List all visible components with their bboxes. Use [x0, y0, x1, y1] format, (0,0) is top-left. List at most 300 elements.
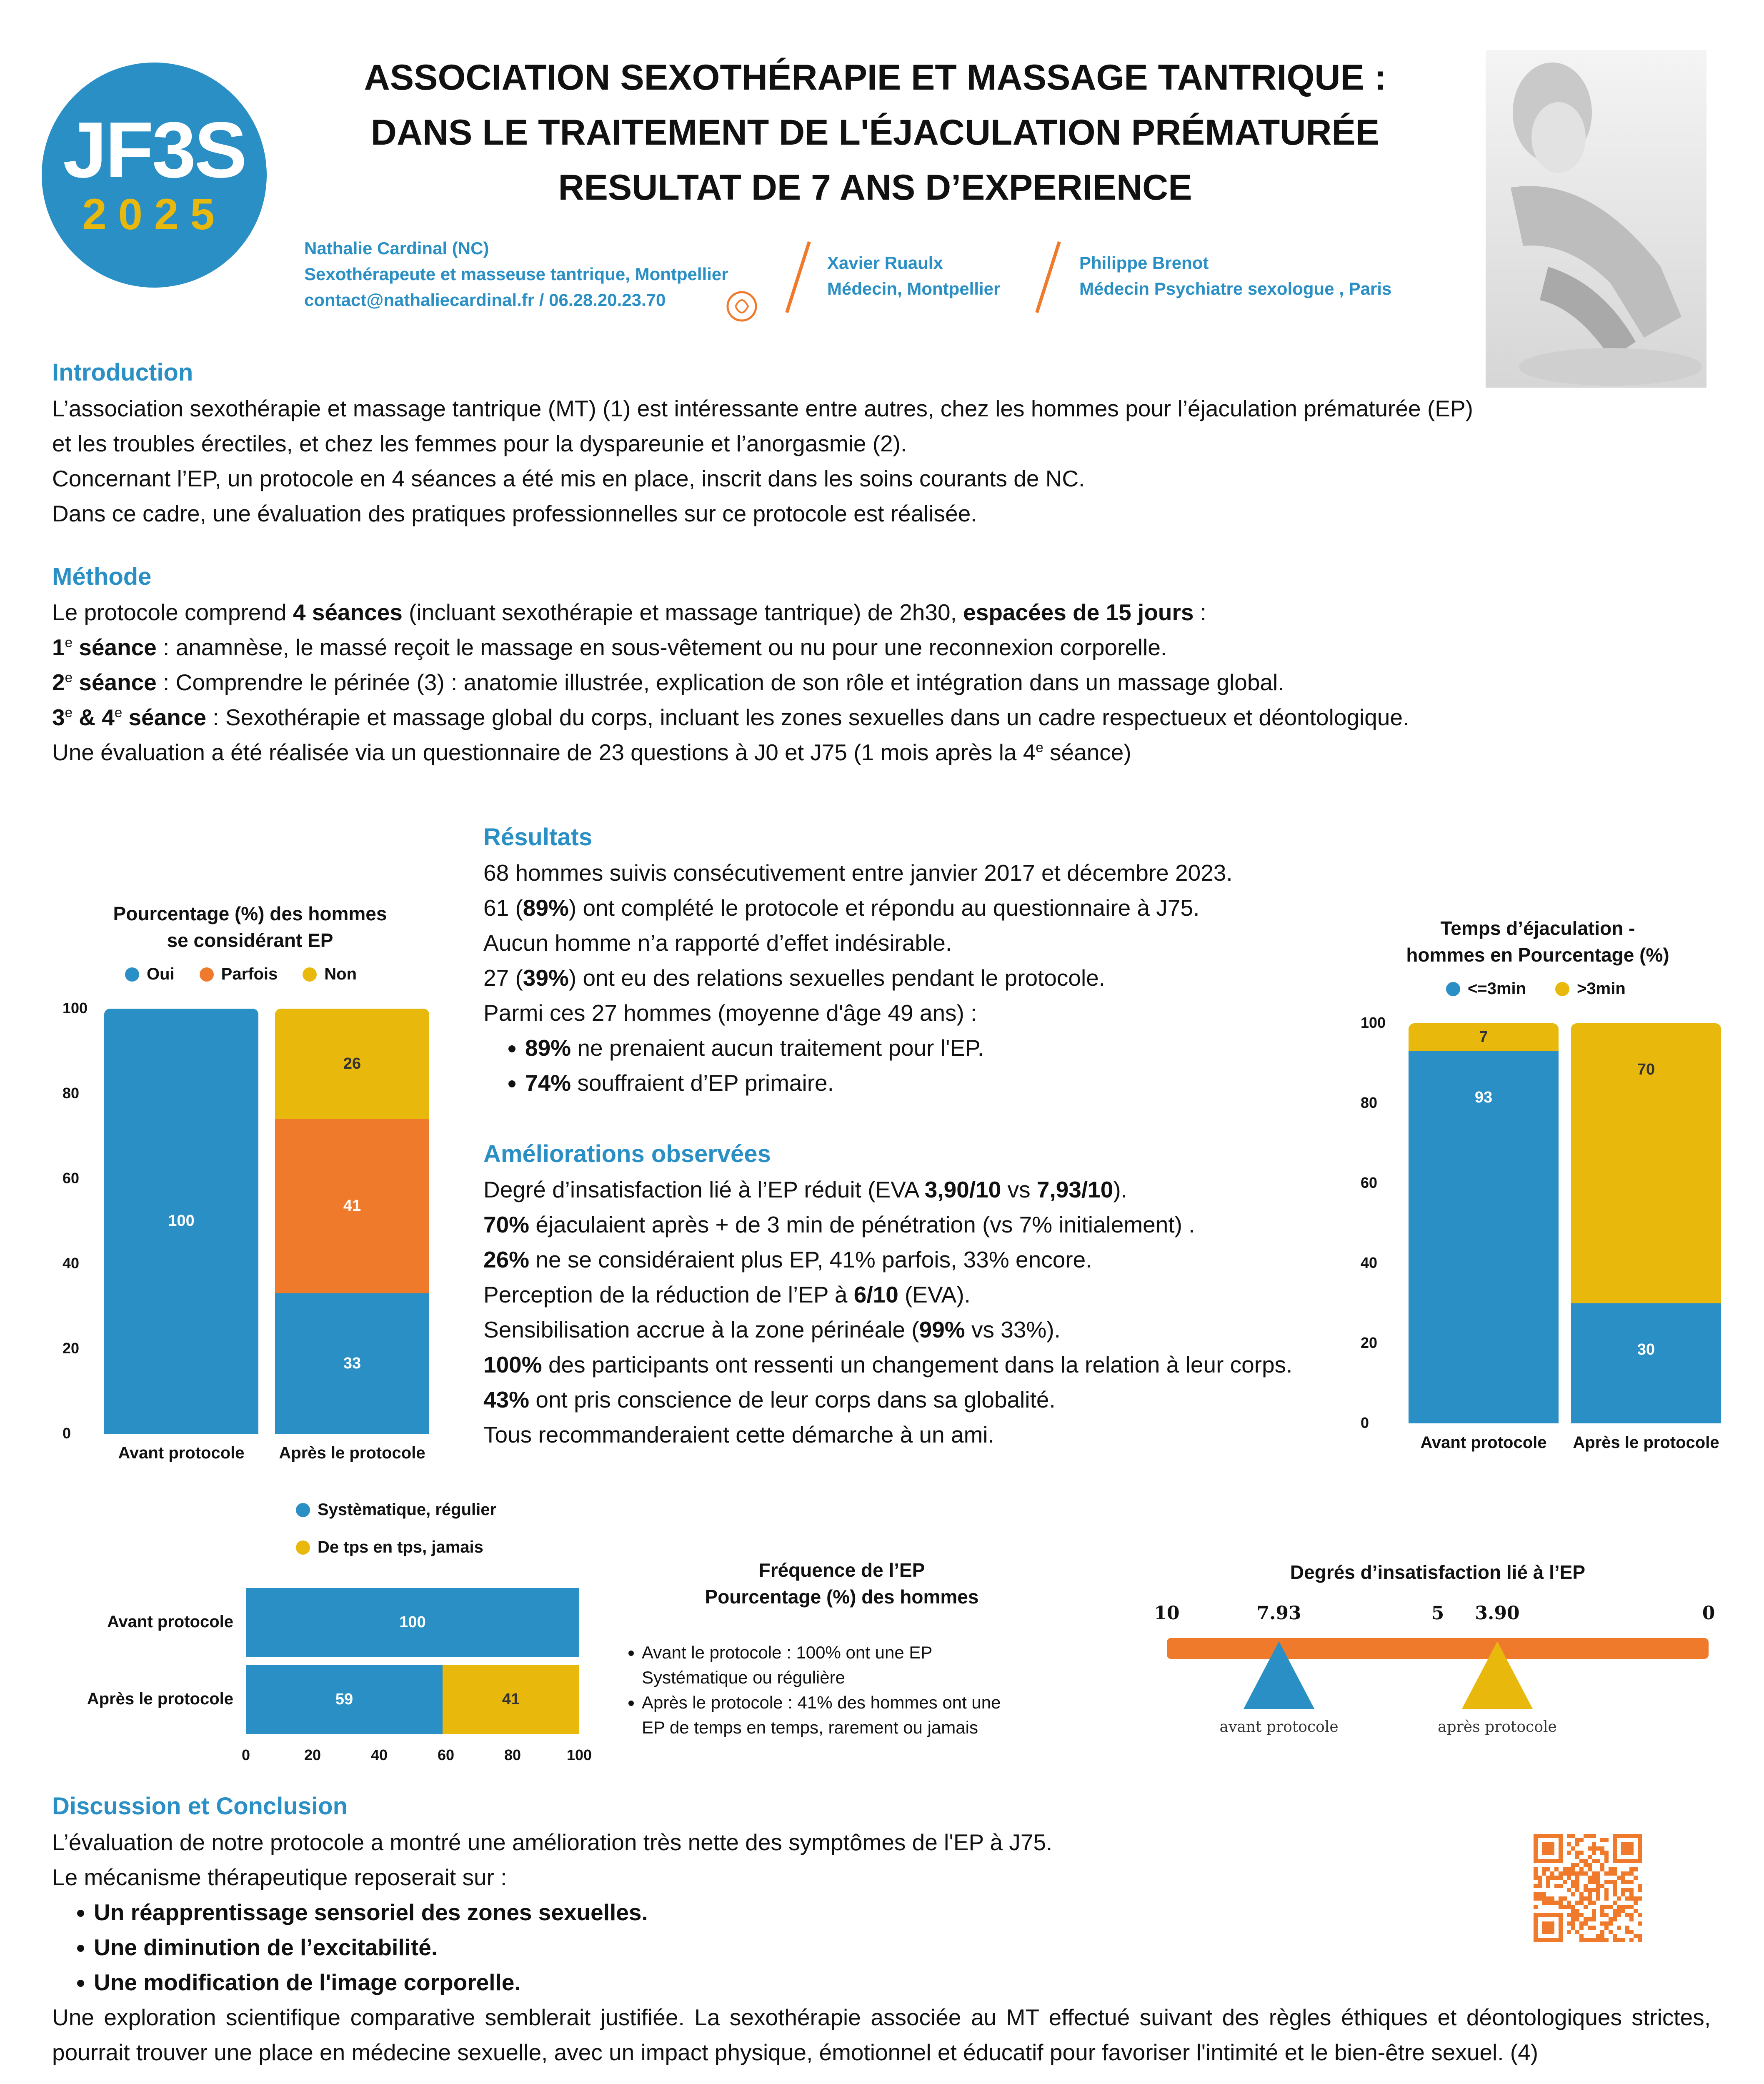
qr-module [1604, 1896, 1609, 1901]
qr-module [1629, 1892, 1634, 1896]
bar-segment [1571, 1303, 1721, 1423]
qr-module [1609, 1905, 1613, 1909]
qr-module [1604, 1938, 1609, 1942]
scale-tick-label: 7.93 [1256, 1603, 1301, 1624]
qr-module [1567, 1876, 1571, 1880]
discussion-bullet-2: • Une diminution de l’excitabilité. [94, 1930, 1711, 1965]
bar-value-label: 41 [343, 1197, 361, 1215]
scale-tick-label: 5 [1431, 1603, 1444, 1624]
qr-module [1571, 1867, 1575, 1871]
amelioration-globalite: 43% ont pris conscience de leur corps dans sa globalité. [483, 1387, 1056, 1413]
legend-oui: Oui [125, 965, 175, 984]
qr-module [1563, 1871, 1567, 1876]
y-tick-label: 80 [63, 1085, 80, 1102]
qr-module [1592, 1871, 1596, 1876]
qr-module [1596, 1896, 1600, 1901]
qr-module [1621, 1938, 1625, 1942]
qr-module [1600, 1863, 1604, 1867]
qr-module [1534, 1884, 1538, 1888]
qr-module [1592, 1909, 1596, 1913]
qr-module [1579, 1926, 1584, 1930]
logo-year: 2025 [82, 190, 226, 239]
x-category-label: Après le protocole [1573, 1433, 1719, 1452]
qr-module [1592, 1888, 1596, 1892]
qr-module [1592, 1880, 1596, 1884]
qr-module [1579, 1867, 1584, 1871]
amelioration-ep: 26% ne se considéraient plus EP, 41% parfois, 33% encore. [483, 1247, 1092, 1272]
qr-module [1613, 1892, 1617, 1896]
qr-module [1638, 1938, 1642, 1942]
resultats-line-1: 68 hommes suivis consécutivement entre janvier 2017 et décembre 2023. [483, 860, 1233, 886]
qr-module [1625, 1871, 1629, 1876]
qr-module [1592, 1938, 1596, 1942]
qr-module [1579, 1896, 1584, 1901]
ameliorations-text [483, 1172, 1317, 1452]
qr-module [1575, 1901, 1579, 1905]
qr-module [1638, 1913, 1642, 1917]
qr-module [1621, 1905, 1625, 1909]
bar-value-label: 100 [168, 1212, 195, 1230]
qr-module [1596, 1888, 1600, 1892]
y-tick-label: 40 [1361, 1254, 1378, 1271]
qr-module [1546, 1876, 1550, 1880]
qr-module [1625, 1896, 1629, 1901]
qr-module [1559, 1876, 1563, 1880]
chart2-title-line-2: hommes en Pourcentage (%) [1406, 944, 1669, 966]
qr-module [1571, 1834, 1575, 1838]
bar-value-label: 30 [1637, 1341, 1655, 1358]
methode-heading: Méthode [52, 563, 152, 590]
qr-module [1579, 1921, 1584, 1926]
introduction-heading: Introduction [52, 359, 193, 386]
scale-bar [1167, 1638, 1709, 1659]
qr-module [1638, 1884, 1642, 1888]
qr-module [1588, 1880, 1592, 1884]
author-2-name: Xavier Ruaulx [827, 253, 943, 273]
qr-module [1592, 1876, 1596, 1880]
qr-module [1617, 1905, 1621, 1909]
bar-value-label: 7 [1479, 1028, 1488, 1046]
qr-module [1579, 1913, 1584, 1917]
qr-module [1546, 1867, 1550, 1871]
qr-module [1617, 1913, 1621, 1917]
qr-module [1584, 1921, 1588, 1926]
header-photo [1486, 50, 1706, 388]
qr-module [1554, 1884, 1559, 1888]
qr-module [1534, 1896, 1538, 1901]
legend-gt-3min: >3min [1555, 979, 1626, 998]
qr-module [1567, 1921, 1571, 1926]
chart-frequence-ep [42, 1580, 596, 1776]
ameliorations-heading: Améliorations observées [483, 1140, 771, 1167]
qr-module [1538, 1884, 1542, 1888]
resultats-line-4: 27 (39%) ont eu des relations sexuelles pendant le protocole. [483, 965, 1106, 991]
qr-code[interactable] [1534, 1834, 1642, 1942]
qr-module [1613, 1909, 1617, 1913]
qr-module [1617, 1926, 1621, 1930]
discussion-bullet-3: • Une modification de l'image corporelle. [94, 1965, 1711, 2000]
chart2-title-line-1: Temps d’éjaculation - [1440, 917, 1635, 939]
qr-module [1550, 1876, 1554, 1880]
qr-module [1604, 1859, 1609, 1863]
legend-le-3min: <=3min [1446, 979, 1526, 998]
amelioration-eva: Degré d’insatisfaction lié à l’EP réduit (EVA 3,90/10 vs 7,93/10). [483, 1177, 1127, 1202]
qr-module [1588, 1855, 1592, 1859]
qr-module [1567, 1851, 1571, 1855]
methode-text [52, 595, 1715, 770]
qr-module [1617, 1876, 1621, 1880]
qr-module [1596, 1846, 1600, 1851]
qr-module [1609, 1921, 1613, 1926]
qr-module [1609, 1930, 1613, 1934]
qr-module [1575, 1838, 1579, 1842]
qr-module [1634, 1867, 1638, 1871]
qr-module [1579, 1901, 1584, 1905]
x-tick-label: 80 [504, 1746, 521, 1763]
resultats-line-3: Aucun homme n’a rapporté d’effet indésirable. [483, 930, 952, 956]
qr-module [1600, 1846, 1604, 1851]
qr-module [1625, 1930, 1629, 1934]
qr-module [1575, 1842, 1579, 1846]
qr-module [1604, 1880, 1609, 1884]
qr-module [1600, 1938, 1604, 1942]
qr-module [1563, 1880, 1567, 1884]
qr-module [1579, 1851, 1584, 1855]
qr-module [1604, 1913, 1609, 1917]
bar-value-label: 26 [343, 1055, 361, 1072]
qr-module [1567, 1834, 1571, 1838]
qr-module [1584, 1938, 1588, 1942]
separator-slash-1 [783, 240, 813, 315]
qr-module [1546, 1884, 1550, 1888]
discussion-bullet-1: • Un réapprentissage sensoriel des zones sexuelles. [94, 1895, 1711, 1930]
qr-module [1575, 1909, 1579, 1913]
qr-module [1634, 1909, 1638, 1913]
qr-module [1621, 1871, 1625, 1876]
qr-module [1604, 1871, 1609, 1876]
qr-module [1559, 1871, 1563, 1876]
qr-module [1600, 1934, 1604, 1938]
qr-module [1604, 1892, 1609, 1896]
qr-module [1575, 1880, 1579, 1884]
qr-module [1613, 1917, 1617, 1921]
qr-module [1625, 1880, 1629, 1884]
qr-module [1638, 1934, 1642, 1938]
qr-module [1534, 1905, 1538, 1909]
frequence-note-2: • Après le protocole : 41% des hommes ont une EP de temps en temps, rarement ou jamais [642, 1690, 1100, 1740]
y-tick-label: 100 [1361, 1014, 1386, 1031]
qr-module [1575, 1876, 1579, 1880]
resultats-text [483, 855, 1359, 1100]
y-tick-label: 40 [63, 1255, 80, 1272]
chart-temps-ejaculation [1350, 911, 1725, 1473]
chart3-title-line-2: Pourcentage (%) des hommes [705, 1586, 979, 1608]
qr-module [1546, 1880, 1550, 1884]
x-category-label: Avant protocole [1420, 1433, 1547, 1452]
qr-module [1629, 1930, 1634, 1934]
qr-module [1629, 1913, 1634, 1917]
methode-seance-2: 2e séance : Comprendre le périnée (3) : anatomie illustrée, explication de son rôle et intégration dans un massage global. [52, 669, 1284, 695]
bar-value-label: 41 [502, 1690, 520, 1708]
qr-module [1554, 1867, 1559, 1871]
qr-module [1571, 1892, 1575, 1896]
qr-module [1634, 1901, 1638, 1905]
qr-module [1571, 1884, 1575, 1888]
y-category-label: Après le protocole [87, 1689, 233, 1708]
qr-module [1571, 1905, 1575, 1909]
qr-module [1592, 1859, 1596, 1863]
qr-module [1596, 1938, 1600, 1942]
discussion-line-2: Le mécanisme thérapeutique reposerait sur : [52, 1864, 507, 1890]
poster-title [292, 50, 1459, 215]
qr-module [1563, 1896, 1567, 1901]
qr-module [1550, 1871, 1554, 1876]
qr-module [1634, 1934, 1638, 1938]
qr-module [1571, 1921, 1575, 1926]
qr-module [1567, 1905, 1571, 1909]
title-line-1: ASSOCIATION SEXOTHÉRAPIE ET MASSAGE TANTRIQUE : [364, 58, 1386, 98]
methode-evaluation: Une évaluation a été réalisée via un questionnaire de 23 questions à J0 et J75 (1 mois après la 4e séance) [52, 739, 1131, 765]
qr-module [1596, 1876, 1600, 1880]
qr-module [1575, 1863, 1579, 1867]
qr-module [1600, 1930, 1604, 1934]
resultats-heading: Résultats [483, 824, 593, 851]
author-3 [1079, 250, 1391, 302]
intro-paragraph-3: Dans ce cadre, une évaluation des pratiques professionnelles sur ce protocole est réalisée. [52, 501, 977, 526]
intro-paragraph-2: Concernant l’EP, un protocole en 4 séances a été mis en place, inscrit dans les soins courants de NC. [52, 466, 1085, 491]
frequence-note-1: • Avant le protocole : 100% ont une EP Systématique ou régulière [642, 1640, 1100, 1690]
intro-paragraph-1: L’association sexothérapie et massage tantrique (MT) (1) est intéressante entre autres, chez les hommes pour l’éjaculation prématurée (EP) et les troubles érectiles, et chez les femmes pour la dyspareunie et l’anorgasmie (2). [52, 396, 1473, 456]
qr-module [1634, 1896, 1638, 1901]
qr-module [1609, 1880, 1613, 1884]
qr-module [1588, 1846, 1592, 1851]
qr-module [1575, 1851, 1579, 1855]
qr-module [1629, 1905, 1634, 1909]
qr-module [1604, 1838, 1609, 1842]
qr-module [1534, 1867, 1538, 1871]
qr-module [1579, 1938, 1584, 1942]
qr-module [1575, 1884, 1579, 1888]
resultats-bullet-1: • 89% ne prenaient aucun traitement pour l'EP. [525, 1030, 1359, 1065]
qr-module [1534, 1871, 1538, 1876]
x-tick-label: 40 [370, 1746, 388, 1763]
y-tick-label: 20 [63, 1340, 80, 1357]
y-tick-label: 80 [1361, 1094, 1378, 1111]
title-line-3: RESULTAT DE 7 ANS D’EXPERIENCE [558, 168, 1192, 208]
separator-slash-2 [1033, 240, 1063, 315]
qr-module [1588, 1876, 1592, 1880]
qr-module [1579, 1859, 1584, 1863]
conference-logo [42, 63, 267, 288]
x-category-label: Après le protocole [279, 1444, 425, 1462]
qr-module [1613, 1880, 1617, 1884]
qr-module [1567, 1871, 1571, 1876]
scale-tick-label: 0 [1702, 1603, 1715, 1624]
qr-module [1579, 1871, 1584, 1876]
qr-module [1575, 1913, 1579, 1917]
qr-module [1588, 1863, 1592, 1867]
qr-module [1600, 1867, 1604, 1871]
bar-value-label: 33 [343, 1354, 361, 1372]
qr-module [1588, 1888, 1592, 1892]
qr-module [1600, 1913, 1604, 1917]
scale-marker-label: avant protocole [1219, 1718, 1339, 1736]
qr-module [1579, 1934, 1584, 1938]
qr-module [1629, 1871, 1634, 1876]
qr-module [1613, 1901, 1617, 1905]
qr-module [1538, 1876, 1542, 1880]
qr-module [1575, 1888, 1579, 1892]
qr-module [1542, 1901, 1546, 1905]
qr-module [1592, 1851, 1596, 1855]
qr-module [1600, 1921, 1604, 1926]
y-tick-label: 0 [63, 1425, 71, 1442]
qr-module [1584, 1884, 1588, 1888]
qr-module [1613, 1871, 1617, 1876]
legend-de-tps-en-tps: De tps en tps, jamais [296, 1538, 496, 1557]
qr-module [1567, 1888, 1571, 1892]
chart3-title-line-1: Fréquence de l’EP [758, 1559, 925, 1581]
y-tick-label: 60 [1361, 1174, 1378, 1191]
resultats-line-5: Parmi ces 27 hommes (moyenne d'âge 49 ans) : [483, 1000, 977, 1026]
qr-module [1534, 1876, 1538, 1880]
amelioration-sensibilisation: Sensibilisation accrue à la zone périnéale (99% vs 33%). [483, 1317, 1061, 1343]
qr-module [1596, 1884, 1600, 1888]
methode-seance-1: 1e séance : anamnèse, le massé reçoit le massage en sous-vêtement ou nu pour une reconnexion corporelle. [52, 634, 1167, 660]
qr-module [1550, 1896, 1554, 1901]
qr-module [1588, 1896, 1592, 1901]
qr-module [1559, 1905, 1563, 1909]
qr-module [1621, 1892, 1625, 1896]
qr-module [1542, 1921, 1554, 1934]
qr-module [1613, 1934, 1617, 1938]
author-3-name: Philippe Brenot [1079, 253, 1209, 273]
qr-module [1588, 1917, 1592, 1921]
qr-module [1592, 1834, 1596, 1838]
qr-module [1629, 1880, 1634, 1884]
qr-module [1538, 1892, 1542, 1896]
qr-module [1588, 1901, 1592, 1905]
amelioration-perception: Perception de la réduction de l’EP à 6/10 (EVA). [483, 1282, 971, 1308]
qr-module [1617, 1909, 1621, 1913]
methode-seance-3-4: 3e & 4e séance : Sexothérapie et massage global du corps, incluant les zones sexuelles dans un cadre respectueux et déontologique. [52, 704, 1409, 730]
qr-module [1575, 1930, 1579, 1934]
introduction-text [52, 391, 1473, 531]
y-category-label: Avant protocole [107, 1612, 233, 1631]
qr-module [1575, 1871, 1579, 1876]
qr-module [1575, 1855, 1579, 1859]
qr-module [1554, 1876, 1559, 1880]
qr-module [1621, 1909, 1625, 1913]
qr-module [1542, 1867, 1546, 1871]
qr-module [1625, 1905, 1629, 1909]
chart4-title: Degrés d’insatisfaction lié à l’EP [1290, 1561, 1586, 1583]
qr-module [1571, 1863, 1575, 1867]
qr-module [1571, 1917, 1575, 1921]
qr-module [1621, 1880, 1625, 1884]
qr-module [1592, 1926, 1596, 1930]
bar-value-label: 59 [335, 1690, 353, 1708]
qr-module [1571, 1846, 1575, 1851]
chart1-title-line-1: Pourcentage (%) des hommes [113, 903, 387, 924]
qr-module [1571, 1926, 1575, 1930]
qr-module [1613, 1867, 1617, 1871]
qr-module [1584, 1859, 1588, 1863]
discussion-heading: Discussion et Conclusion [52, 1793, 348, 1820]
qr-module [1538, 1896, 1542, 1901]
qr-module [1584, 1871, 1588, 1876]
qr-module [1604, 1921, 1609, 1926]
author-2-role: Médecin, Montpellier [827, 279, 1001, 298]
resultats-bullets [483, 1030, 1359, 1100]
qr-module [1604, 1855, 1609, 1859]
qr-module [1621, 1888, 1625, 1892]
author-2 [827, 250, 1000, 302]
qr-module [1542, 1896, 1546, 1901]
qr-module [1625, 1926, 1629, 1930]
qr-module [1621, 1842, 1634, 1855]
qr-module [1542, 1871, 1546, 1876]
scale-tick-label: 10 [1154, 1603, 1180, 1624]
qr-module [1629, 1917, 1634, 1921]
affiliation-emblem [723, 288, 761, 333]
qr-module [1559, 1884, 1563, 1888]
qr-module [1596, 1880, 1600, 1884]
logo-text: JF3S [63, 106, 246, 194]
x-category-label: Avant protocole [118, 1444, 245, 1462]
qr-module [1592, 1901, 1596, 1905]
qr-module [1546, 1896, 1550, 1901]
scale-marker-label: après protocole [1438, 1718, 1557, 1736]
qr-module [1604, 1851, 1609, 1855]
methode-line-1: Le protocole comprend 4 séances (incluant sexothérapie et massage tantrique) de 2h30, espacées de 15 jours : [52, 599, 1207, 625]
qr-module [1542, 1842, 1554, 1855]
qr-module [1567, 1842, 1571, 1846]
qr-module [1584, 1896, 1588, 1901]
qr-module [1542, 1892, 1546, 1896]
qr-module [1613, 1938, 1617, 1942]
bar-value-label: 93 [1474, 1089, 1493, 1107]
qr-module [1609, 1917, 1613, 1921]
qr-module [1609, 1871, 1613, 1876]
qr-module [1629, 1938, 1634, 1942]
qr-module [1592, 1842, 1596, 1846]
qr-module [1638, 1888, 1642, 1892]
legend-systematique: Systèmatique, régulier [296, 1500, 496, 1519]
qr-module [1621, 1876, 1625, 1880]
author-1-contact: contact@nathaliecardinal.fr / 06.28.20.23.70 [304, 290, 666, 310]
qr-module [1625, 1913, 1629, 1917]
qr-module [1617, 1938, 1621, 1942]
qr-module [1613, 1913, 1617, 1917]
qr-module [1629, 1867, 1634, 1871]
bar-value-label: 100 [399, 1613, 426, 1631]
qr-module [1584, 1888, 1588, 1892]
qr-module [1567, 1913, 1571, 1917]
qr-module [1588, 1834, 1592, 1838]
qr-module [1596, 1934, 1600, 1938]
qr-module [1604, 1926, 1609, 1930]
qr-module [1567, 1901, 1571, 1905]
qr-module [1588, 1867, 1592, 1871]
author-1-role: Sexothérapeute et masseuse tantrique, Montpellier [304, 264, 728, 284]
qr-module [1584, 1834, 1588, 1838]
qr-module [1559, 1896, 1563, 1901]
qr-module [1596, 1892, 1600, 1896]
qr-module [1629, 1896, 1634, 1901]
resultats-bullet-2: • 74% souffraient d’EP primaire. [525, 1065, 1359, 1100]
author-3-role: Médecin Psychiatre sexologue , Paris [1079, 279, 1392, 298]
